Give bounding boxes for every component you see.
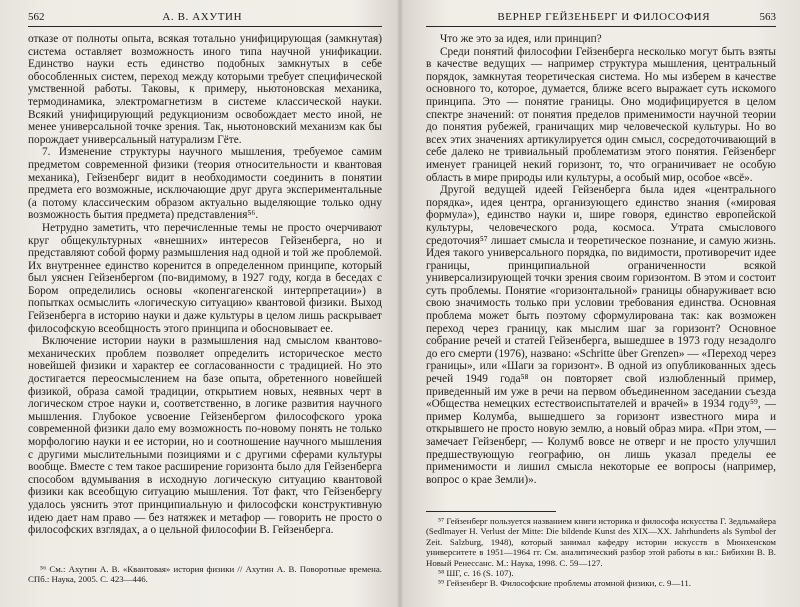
right-paragraph-1: Что же это за идея, или принцип?	[440, 33, 602, 45]
right-footnote-59: ⁵⁹ Гейзенберг В. Философские проблемы атомной физики, с. 9—11.	[438, 578, 691, 589]
right-body-text	[426, 33, 776, 503]
right-page-number: 563	[759, 11, 776, 23]
left-paragraph-1: отказе от полноты опыта, всякая тотально унифицирующая (замкнутая) система оставляет возможность иного типа научной унификации. Единство науки есть единство подобных замкнутых в себе обособленных систем, переход между которыми требует специфической умственной работы. Таковы, к примеру, ньютоновская механика, термодинамика, электромагнетизм в системе классической науки. Всякий унифицирующий редукционизм освобождает место иной, не менее универсальной точке зрения. Так, ньютоновский механизм как бы порождает универсальный натурализм Гёте.	[28, 33, 382, 146]
left-paragraph-4: Включение истории науки в размышления над смыслом квантово-механических проблем позволяет определить историческое место новейшей физики и характер ее согласованности с традицией. Но это достигается переосмыслением на базе опыта, обретенного новейшей физикой, образа самой традиции, открытием новых, неявных черт в логическом строе науки и, соответственно, в логике развития научного мышления. Глубокое усвоение Гейзенбергом философского урока современной физики дало ему возможность по-новому понять не только морфологию науки и ее истории, но и соотношение научного мышления с другими мыслительными позициями и с другими сферами культуры вообще. Вместе с тем такое расширение горизонта было для Гейзенберга способом вдумывания в исходную логическую ситуацию квантовой физики как всеобщую ситуацию мышления. Тот факт, что Гейзенбергу удалось уяснить этот принципиальную и философски конструктивную идею дает нам право — без натяжек и метафор — говорить не просто о философских взглядах, а о цельной философии В. Гейзенберга.	[28, 335, 382, 537]
right-paragraph-2: Среди понятий философии Гейзенберга несколько могут быть взяты в качестве ведущих — например структура мышления, центральный порядок, замкнутая теоретическая система. Но мы изберем в качестве основного то, которое, думается, ближе всего выражает суть искомого принципа. Это — понятие границы. Оно модифицируется в целом спектре значений: от понятия пределов применимости научной теории до понятия рубежей, граничащих мир человеческой культуры. Но во всех этих значениях артикулируется один смысл, сосредоточивающий в себе далеко не тривиальный проблематизм этого понятия. Гейзенберг именует границей некий горизонт, то, что ограничивает не особую область в мире природы или культуры, а особый мир, особое «всё».	[426, 45, 776, 184]
left-page-number: 562	[28, 11, 45, 23]
right-footnotes	[426, 516, 776, 589]
footnote-divider	[426, 511, 556, 512]
right-running-head-title: ВЕРНЕР ГЕЙЗЕНБЕРГ И ФИЛОСОФИЯ	[497, 11, 711, 23]
left-footnote-56: ⁵⁶ См.: Ахутин А. В. «Квантовая» история физики // Ахутин А. В. Поворотные времена. СПб.: Наука, 2005. С. 423—446.	[28, 564, 382, 585]
right-page	[400, 0, 800, 607]
left-footnotes	[28, 564, 382, 585]
right-footnote-58: ⁵⁸ ШГ, с. 16 (S. 107).	[438, 568, 514, 579]
left-body-text	[28, 33, 382, 585]
left-paragraph-2: 7. Изменение структуры научного мышления, требуемое самим предметом современной физики (теория относительности и квантовая механика), Гейзенберг видит в необходимости соединить в понятии предмета его возможные, исключающие друг друга экспериментальные (а потому классическим образом актуально выделяющие только одну возможность бытия предмета) представления⁵⁶.	[28, 146, 382, 222]
right-footnote-57: ⁵⁷ Гейзенберг пользуется названием книги историка и философа искусства Г. Зедльмайера (Sedlmayer H. Verlust der Mitte: Die bildende Kunst des XIX—XX. Jahrhunderts als Symbol der Zeit. Salzburg, 1948), который занимал кафедру истории искусств в Мюнхенском университете в 1951—1964 гг. См. аналитический разбор этой работы в кн.: Бибихин В. В. Новый Ренессанс. М.: Наука, 1998. С. 59—127.	[426, 516, 776, 568]
left-paragraph-3: Нетрудно заметить, что перечисленные темы не просто очерчивают круг общекультурных «внешних» интересов Гейзенберга, но и представляют собой форму размышления над одной и той же проблемой. Их внутреннее единство коренится в определенном принципе, который был уяснен Гейзенбергом (по-видимому, в 1927 году, когда в беседах с Бором определились основы «копенгагенской интерпретации») в попытках осмыслить «логическую ситуацию» квантовой физики. Выход Гейзенберга в историю науки и даже культуры в целом лишь раскрывает философскую всеобщность этого принципа и обосновывает ее.	[28, 221, 382, 335]
right-paragraph-3: Другой ведущей идеей Гейзенберга была идея «центрального порядка», идея центра, организующего единство знания («мировая формула»), единство науки и, шире говоря, единство европейской культуры, человеческого рода, космоса. Утрата смыслового средоточия⁵⁷ лишает смысла и теоретическое познание, и самую жизнь. Идея такого универсального порядка, по видимости, противоречит идее границы, принципиальной ограниченности всякой универсализирующей точки зрения своим горизонтом. В этом и состоит суть проблемы. Понятие «горизонтальной» границы обнаруживает всю свою значимость только при условии требования единства. Основная проблема может быть поэтому сформулирована так: как возможен переход через границу, как мыслим шаг за горизонт? Основное собрание речей и статей Гейзенберга, вышедшее в 1973 году незадолго до его смерти (1976), названо: «Schritte über Grenzen» — «Переход через границы», или «Шаги за горизонт». В одной из опубликованных здесь речей 1949 года⁵⁸ он повторяет свой излюбленный пример, приведенный им уже в речи на первом объединенном заседании съезда «Общества немецких естествоиспытателей и врачей» в 1934 году⁵⁹, — пример Колумба, вышедшего за горизонт известного мира и открывшего не просто новую землю, а новый образ мира. «При этом, — замечает Гейзенберг, — Колумб вовсе не отверг и не просто улучшил предшествующую географию, он лишь указал пределы ее применимости и лишил смысла некоторые ее вопросы (например, вопрос о крае Земли)».	[426, 184, 776, 486]
left-running-head-title: А. В. АХУТИН	[162, 11, 243, 23]
right-running-header	[426, 10, 776, 27]
left-running-header	[28, 10, 382, 27]
